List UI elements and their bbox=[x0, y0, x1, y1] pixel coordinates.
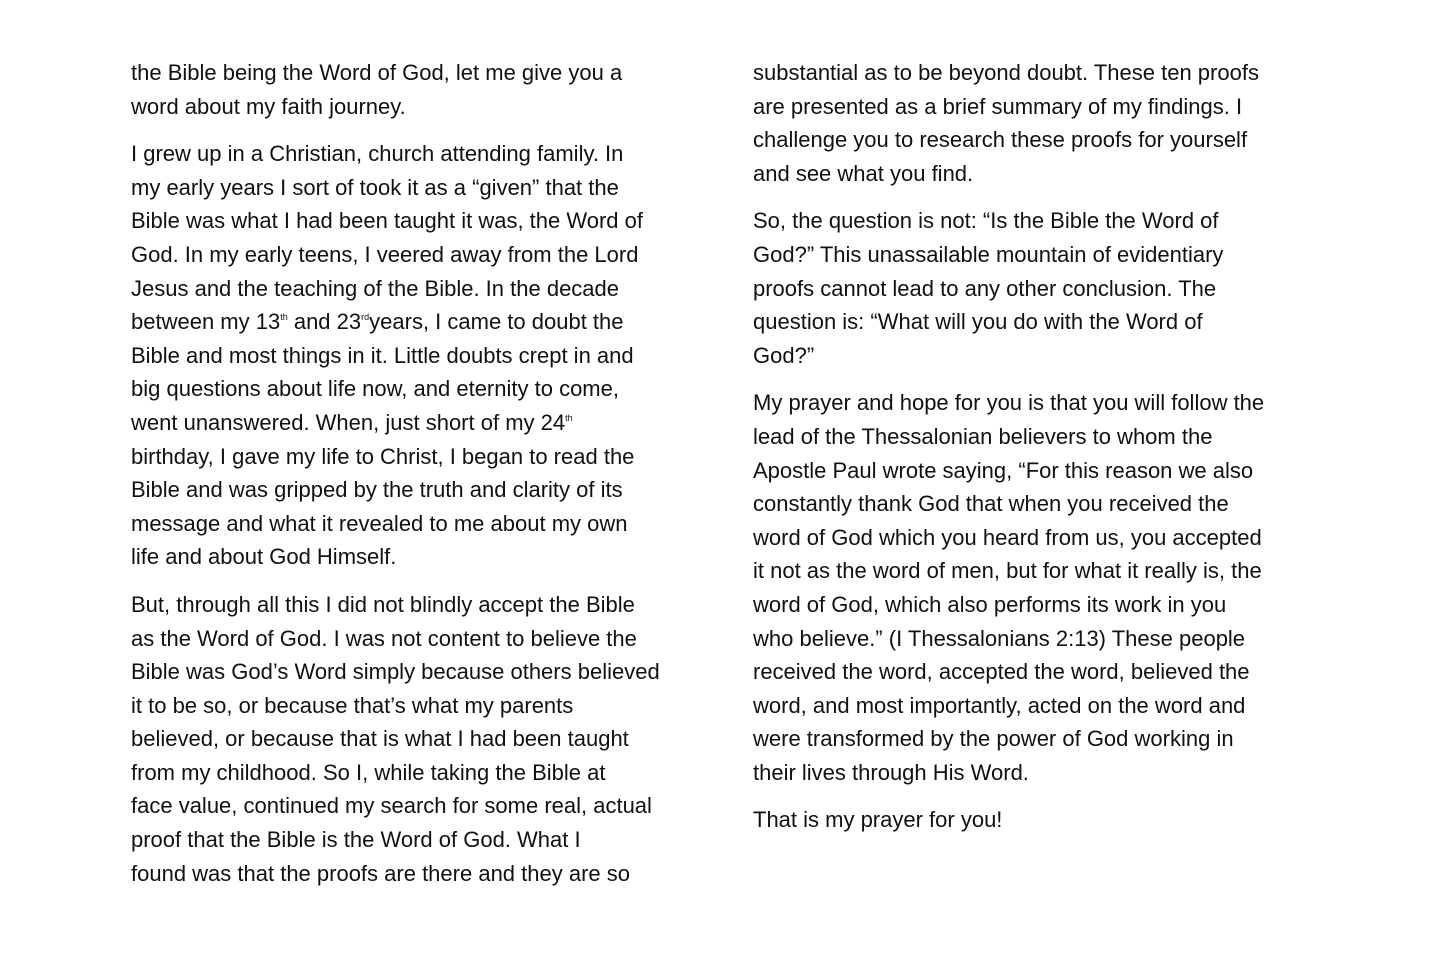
text-line: Jesus and the teaching of the Bible. In the decade bbox=[131, 275, 620, 301]
text-segment: between my 13 bbox=[131, 309, 281, 335]
superscript-ordinal: rd bbox=[361, 312, 370, 323]
paragraph-faith-journey-intro bbox=[131, 56, 696, 123]
text-line: God?” This unassailable mountain of evidentiary bbox=[753, 241, 1224, 267]
text-line: as the Word of God. I was not content to believe the bbox=[131, 625, 637, 651]
text-line: are presented as a brief summary of my findings. I bbox=[753, 93, 1243, 119]
superscript-ordinal: th bbox=[280, 312, 288, 323]
text-line: their lives through His Word. bbox=[753, 759, 1029, 785]
text-line: I grew up in a Christian, church attending family. In bbox=[131, 141, 624, 167]
text-line: who believe.” (I Thessalonians 2:13) These people bbox=[753, 625, 1246, 651]
text-line: lead of the Thessalonian believers to whom the bbox=[753, 423, 1213, 449]
text-line: from my childhood. So I, while taking the Bible at bbox=[131, 759, 606, 785]
text-line: received the word, accepted the word, believed the bbox=[753, 659, 1250, 685]
text-line: found was that the proofs are there and they are so bbox=[131, 860, 630, 886]
left-column bbox=[131, 56, 696, 904]
text-line bbox=[131, 406, 696, 440]
text-segment: years, I came to doubt the bbox=[369, 309, 624, 335]
text-line: Bible and was gripped by the truth and clarity of its bbox=[131, 477, 623, 503]
text-segment: went unanswered. When, just short of my 24 bbox=[131, 409, 566, 435]
text-line: question is: “What will you do with the Word of bbox=[753, 309, 1203, 335]
text-line: constantly thank God that when you received the bbox=[753, 491, 1229, 517]
paragraph-closing-prayer bbox=[753, 803, 1318, 837]
text-line bbox=[131, 305, 696, 339]
text-line: it not as the word of men, but for what it really is, the bbox=[753, 558, 1262, 584]
text-line: But, through all this I did not blindly accept the Bible bbox=[131, 591, 635, 617]
paragraph-ten-proofs bbox=[753, 56, 1318, 190]
text-line: birthday, I gave my life to Christ, I began to read the bbox=[131, 443, 635, 469]
paragraph-prayer-thessalonians bbox=[753, 386, 1318, 789]
text-line: face value, continued my search for some real, actual bbox=[131, 793, 652, 819]
text-line: word of God which you heard from us, you accepted bbox=[753, 524, 1262, 550]
text-line: Bible was what I had been taught it was, the Word of bbox=[131, 208, 644, 234]
text-line: God?” bbox=[753, 342, 815, 368]
text-line: challenge you to research these proofs for yourself bbox=[753, 127, 1248, 153]
text-line: and see what you find. bbox=[753, 160, 974, 186]
text-line: word of God, which also performs its work in you bbox=[753, 591, 1227, 617]
text-line: Bible and most things in it. Little doubts crept in and bbox=[131, 342, 634, 368]
text-line: That is my prayer for you! bbox=[753, 807, 1003, 833]
text-line: proof that the Bible is the Word of God. What I bbox=[131, 827, 581, 853]
text-line: Apostle Paul wrote saying, “For this reason we also bbox=[753, 457, 1254, 483]
superscript-ordinal: th bbox=[565, 412, 573, 423]
text-line: proofs cannot lead to any other conclusion. The bbox=[753, 275, 1217, 301]
text-line: substantial as to be beyond doubt. These ten proofs bbox=[753, 60, 1259, 85]
text-line: Bible was God’s Word simply because others believed bbox=[131, 659, 660, 685]
text-line: My prayer and hope for you is that you will follow the bbox=[753, 390, 1265, 416]
text-line: were transformed by the power of God working in bbox=[753, 726, 1234, 752]
text-line: the Bible being the Word of God, let me give you a bbox=[131, 60, 623, 85]
text-line: message and what it revealed to me about my own bbox=[131, 510, 628, 536]
text-line: believed, or because that is what I had been taught bbox=[131, 726, 629, 752]
paragraph-search-for-proof bbox=[131, 588, 696, 890]
text-line: my early years I sort of took it as a “given” that the bbox=[131, 174, 619, 200]
text-line: big questions about life now, and eternity to come, bbox=[131, 376, 619, 402]
right-column bbox=[753, 56, 1318, 851]
text-segment: and 23 bbox=[287, 309, 362, 335]
text-line: word, and most importantly, acted on the word and bbox=[753, 692, 1246, 718]
text-line: word about my faith journey. bbox=[131, 93, 406, 119]
text-line: So, the question is not: “Is the Bible the Word of bbox=[753, 208, 1219, 234]
text-line: God. In my early teens, I veered away from the Lord bbox=[131, 241, 639, 267]
paragraph-the-question bbox=[753, 204, 1318, 372]
paragraph-upbringing bbox=[131, 137, 696, 574]
text-line: life and about God Himself. bbox=[131, 544, 397, 570]
text-line: it to be so, or because that’s what my parents bbox=[131, 692, 574, 718]
